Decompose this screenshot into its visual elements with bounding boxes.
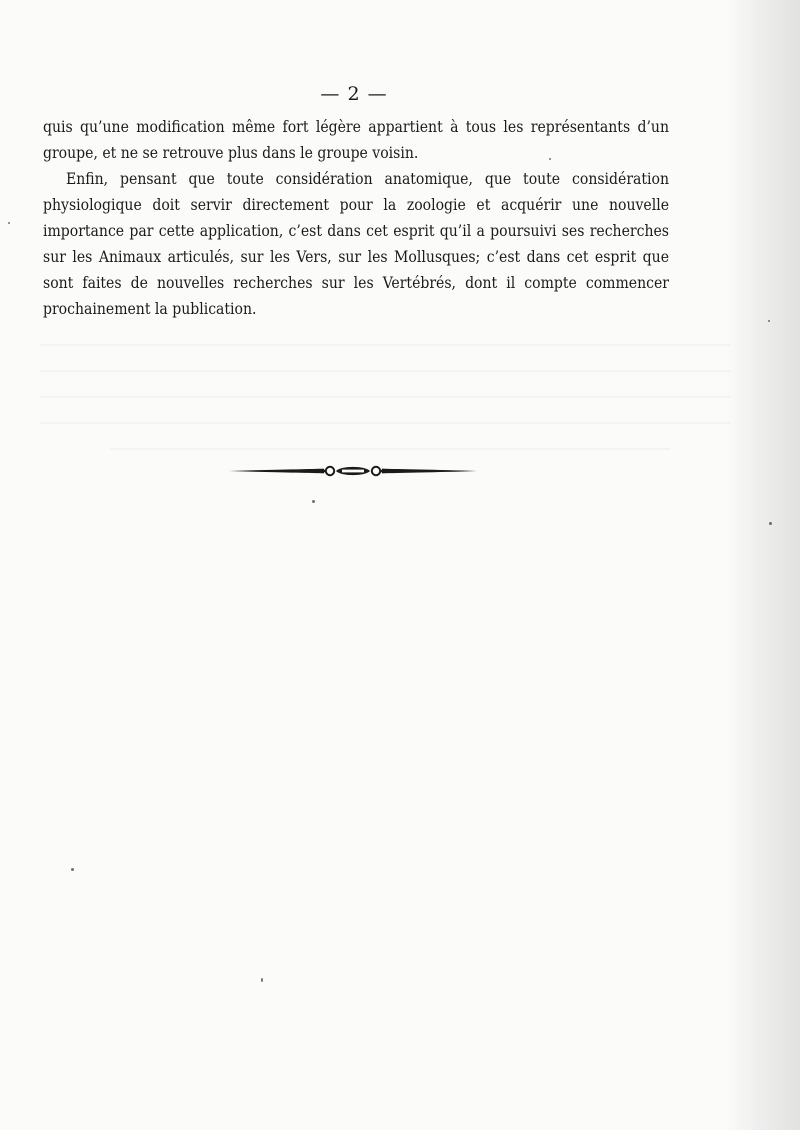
paper-speck [71,868,74,871]
bleed-through-line [110,448,670,450]
page-number: — 2 — [320,83,388,105]
paper-speck [768,320,770,322]
body-text [43,114,669,322]
paper-speck [769,522,772,525]
paragraph-continuation: quis qu’une modification même fort légère appartient à tous les représentants d’un groupe, et ne se retrouve plus dans le groupe voisin. [43,118,669,162]
bleed-through-line [40,396,730,398]
paper-speck [8,222,10,224]
paper-speck [312,500,315,503]
bleed-through-line [40,370,730,372]
paper-speck [549,158,551,160]
bleed-through-line [40,344,730,346]
page-edge-shadow [725,0,800,1130]
paragraph: Enfin, pensant que toute considération anatomique, que toute considération physiologique doit servir directement pour la zoologie et acquérir une nouvelle importance par cette application, c’est dans cet esprit qu’il a poursuivi ses recherches sur les Animaux articulés, sur les Vers, sur les Mollusques; c’est dans cet esprit que sont faites de nouvelles recherches sur les Vertébrés, dont il compte commencer prochainement la publication. [43,170,669,318]
paper-speck [261,978,263,982]
decorative-rule-ornament [229,461,477,481]
bleed-through-line [40,422,730,424]
